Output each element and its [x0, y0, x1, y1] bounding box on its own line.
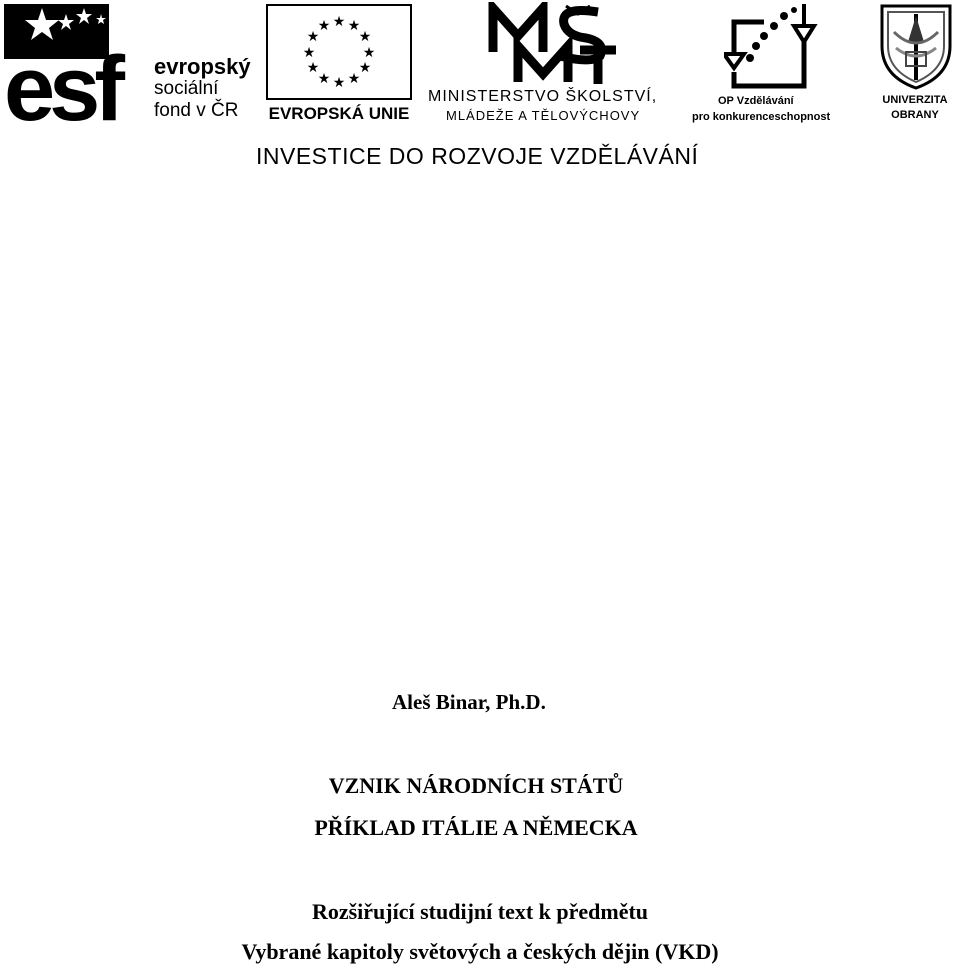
svg-text:★: ★	[362, 45, 376, 61]
university-defence-logo	[872, 2, 958, 126]
op-line-2: pro konkurenceschopnost	[692, 111, 831, 123]
svg-text:★: ★	[302, 45, 316, 61]
svg-text:★: ★	[306, 29, 320, 45]
logo-header	[0, 0, 960, 180]
svg-text:★: ★	[347, 18, 361, 34]
investment-banner: INVESTICE DO ROZVOJE VZDĚLÁVÁNÍ	[256, 143, 699, 169]
uo-line-2: OBRANY	[891, 109, 939, 121]
esf-logo	[4, 4, 259, 126]
svg-text:★: ★	[306, 60, 320, 76]
esf-line-1: evropský	[154, 54, 251, 79]
esf-logo-mark	[4, 4, 146, 122]
esf-line-3: fond v ČR	[154, 100, 239, 121]
svg-text:★: ★	[358, 60, 372, 76]
author-name: Aleš Binar, Ph.D.	[392, 690, 546, 714]
msmt-logo	[426, 0, 688, 126]
svg-text:★: ★	[332, 14, 346, 30]
op-logo	[690, 0, 858, 126]
eu-flag-icon	[266, 4, 412, 100]
eu-logo	[266, 4, 412, 126]
svg-text:★: ★	[332, 75, 346, 91]
document-subtitle-line-2: Vybrané kapitoly světových a českých dějin (VKD)	[241, 939, 719, 964]
msmt-logo-mark	[488, 2, 618, 86]
msmt-line-1: MINISTERSTVO ŠKOLSTVÍ,	[428, 88, 658, 105]
svg-text:esf: esf	[4, 38, 119, 122]
document-subtitle-line-1: Rozšiřující studijní text k předmětu	[311, 899, 649, 924]
uo-line-1: UNIVERZITA	[882, 94, 948, 106]
esf-logo-text	[154, 56, 251, 122]
esf-line-2: sociální	[154, 78, 219, 99]
svg-text:★: ★	[317, 71, 331, 87]
eu-label: EVROPSKÁ UNIE	[268, 104, 410, 123]
op-line-1: OP Vzdělávání	[718, 95, 794, 107]
document-title-line-2: PŘÍKLAD ITÁLIE A NĚMECKA	[314, 815, 638, 840]
svg-text:★: ★	[347, 71, 361, 87]
svg-text:★: ★	[317, 18, 331, 34]
shield-emblem-icon	[878, 2, 954, 90]
msmt-line-2: MLÁDEŽE A TĚLOVÝCHOVY	[446, 108, 641, 123]
op-logo-mark	[724, 2, 824, 94]
document-title-line-1: VZNIK NÁRODNÍCH STÁTŮ	[328, 773, 624, 798]
eu-stars-icon	[268, 6, 410, 98]
svg-text:★: ★	[358, 29, 372, 45]
